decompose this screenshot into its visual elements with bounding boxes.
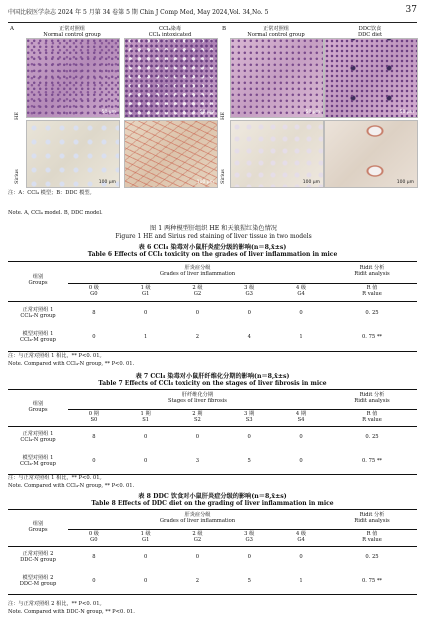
r-value-header: R 值 R value <box>362 530 382 543</box>
level-header: 4 级 G4 <box>295 530 307 543</box>
table-8 <box>8 491 417 621</box>
table-6-note-en: Note. Compared with CCl₄-N group, ** P<0. 01. <box>8 361 135 367</box>
level-header: 4 期 S4 <box>295 410 307 423</box>
table-6-grid <box>8 262 417 352</box>
grade-span-header: 肝炎症分级 Grades of liver inflammation <box>68 510 327 529</box>
level-header: 2 期 S2 <box>192 410 203 423</box>
row-label-he: HE <box>14 111 20 120</box>
panel-label-b: B <box>222 26 227 32</box>
group-header: 组别 Groups <box>28 520 48 533</box>
group-header: 组别 Groups <box>28 274 48 287</box>
micrograph-he-normal-a: 50 μm <box>26 38 120 118</box>
figure-caption-cn: 图 1 两种模型肝组织 HE 和天狼猩红染色情况 <box>150 225 277 232</box>
page-number: 37 <box>405 5 417 15</box>
row-label-he-b: HE <box>220 111 226 120</box>
figure-1 <box>8 24 417 200</box>
ridit-header: Ridit 分析 Ridit analysis <box>327 510 417 529</box>
col-header-3: 正常对照组 Normal control group <box>247 26 305 39</box>
level-header: 2 级 G2 <box>192 285 203 297</box>
table-8-note-en: Note. Compared with DDC-N group, ** P<0. 01. <box>8 609 135 615</box>
running-header <box>8 5 417 21</box>
stage-span-header: 肝纤维化分期 Stages of liver fibrosis <box>68 390 327 409</box>
row-label-sirius-b: Sirius <box>220 169 226 184</box>
table-7 <box>8 371 417 489</box>
table-7-note-cn: 注：与正常对照组 1 相比，** P<0. 01。 <box>8 475 105 481</box>
col-header-1: 正常对照组 Normal control group <box>43 26 101 39</box>
level-header: 3 级 G3 <box>244 285 255 297</box>
table-6-note-cn: 注：与正常对照组 1 相比，** P<0. 01。 <box>8 353 105 359</box>
table-7-grid <box>8 390 417 475</box>
journal-info: 中国比较医学杂志 2024 年 5 月第 34 卷第 5 期 Chin J Comp Med, May 2024,Vol. 34,No. 5 <box>8 9 269 16</box>
table-7-title-en: Table 7 Effects of CCl₄ toxicity on the stages of liver fibrosis in mice <box>98 380 327 387</box>
grade-span-header: 肝炎症分级 Grades of liver inflammation <box>68 262 327 283</box>
level-header: 3 期 S3 <box>244 410 255 423</box>
level-header: 1 期 S1 <box>140 410 151 423</box>
r-value-header: R 值 R value <box>362 285 382 297</box>
group-header: 组别 Groups <box>28 400 48 413</box>
level-header: 1 级 G1 <box>140 530 151 543</box>
table-8-grid <box>8 510 417 595</box>
panel-label-a: A <box>10 26 14 32</box>
figure-caption-en: Figure 1 HE and Sirius red staining of liver tissue in two models <box>115 233 312 240</box>
micrograph-he-normal-b: 50 μm <box>230 38 324 118</box>
level-header: 0 级 G0 <box>88 530 99 543</box>
level-header: 3 级 G3 <box>244 530 255 543</box>
row-label-sirius: Sirius <box>14 169 20 184</box>
table-6-title-en: Table 6 Effects of CCl₄ toxicity on the grades of liver inflammation in mice <box>87 251 338 258</box>
level-header: 0 期 S0 <box>88 410 99 423</box>
micrograph-sirius-ccl4: 100 μm <box>124 120 218 188</box>
table-6-title-cn: 表 6 CCl₄ 染毒对小鼠肝炎症分级的影响(n＝8,x̄±s) <box>138 244 287 251</box>
micrograph-he-ddc: 50 μm <box>324 38 418 118</box>
level-header: 2 级 G2 <box>192 530 203 543</box>
table-6 <box>8 242 417 370</box>
figure-note-cn: 注：A：CCl₄ 模型；B：DDC 模型。 <box>8 190 95 196</box>
col-header-4: DDC饮食 DDC diet <box>357 26 383 39</box>
micrograph-sirius-normal-a: 100 μm <box>26 120 120 188</box>
table-row: 模型对照组 1 CCl₄-M group 0 1 2 4 1 0. 75 ** <box>8 326 417 351</box>
table-row: 模型对照组 2 DDC-M group 0 0 2 5 1 0. 75 ** <box>8 570 417 594</box>
level-header: 0 级 G0 <box>88 285 99 297</box>
ridit-header: Ridit 分析 Ridit analysis <box>327 390 417 409</box>
table-row: 正常对照组 2 DDC-N group 8 0 0 0 0 0. 25 <box>20 551 379 564</box>
ridit-header: Ridit 分析 Ridit analysis <box>327 262 417 283</box>
micrograph-sirius-ddc: 100 μm <box>324 120 418 188</box>
table-row: 正常对照组 1 CCl₄-N group 8 0 0 0 0 0. 25 <box>20 431 379 444</box>
table-8-note-cn: 注：与正常对照组 2 相比，** P<0. 01。 <box>8 601 105 607</box>
table-row: 模型对照组 1 CCl₄-M group 0 0 3 5 0 0. 75 ** <box>8 450 417 474</box>
table-7-note-en: Note. Compared with CCl₄-N group, ** P<0. 01. <box>8 483 135 489</box>
table-7-title-cn: 表 7 CCl₄ 染毒对小鼠肝纤维化分期的影响(n＝8,x̄±s) <box>135 373 290 380</box>
micrograph-he-ccl4: 50 μm <box>124 38 218 118</box>
micrograph-sirius-normal-b: 100 μm <box>230 120 324 188</box>
level-header: 4 级 G4 <box>295 285 307 297</box>
level-header: 1 级 G1 <box>140 285 151 297</box>
table-row: 正常对照组 1 CCl₄-N group 8 0 0 0 0 0. 25 <box>20 306 379 319</box>
header-rule <box>8 22 417 23</box>
table-8-title-cn: 表 8 DDC 饮食对小鼠肝炎症分级的影响(n＝8,x̄±s) <box>138 493 287 500</box>
table-8-title-en: Table 8 Effects of DDC diet on the grading of liver inflammation in mice <box>91 500 334 507</box>
r-value-header: R 值 R value <box>362 410 382 423</box>
col-header-2: CCl₄染毒 CCl₄ intoxicated <box>148 26 192 39</box>
figure-note-en: Note. A, CCl₄ model. B, DDC model. <box>8 210 103 216</box>
